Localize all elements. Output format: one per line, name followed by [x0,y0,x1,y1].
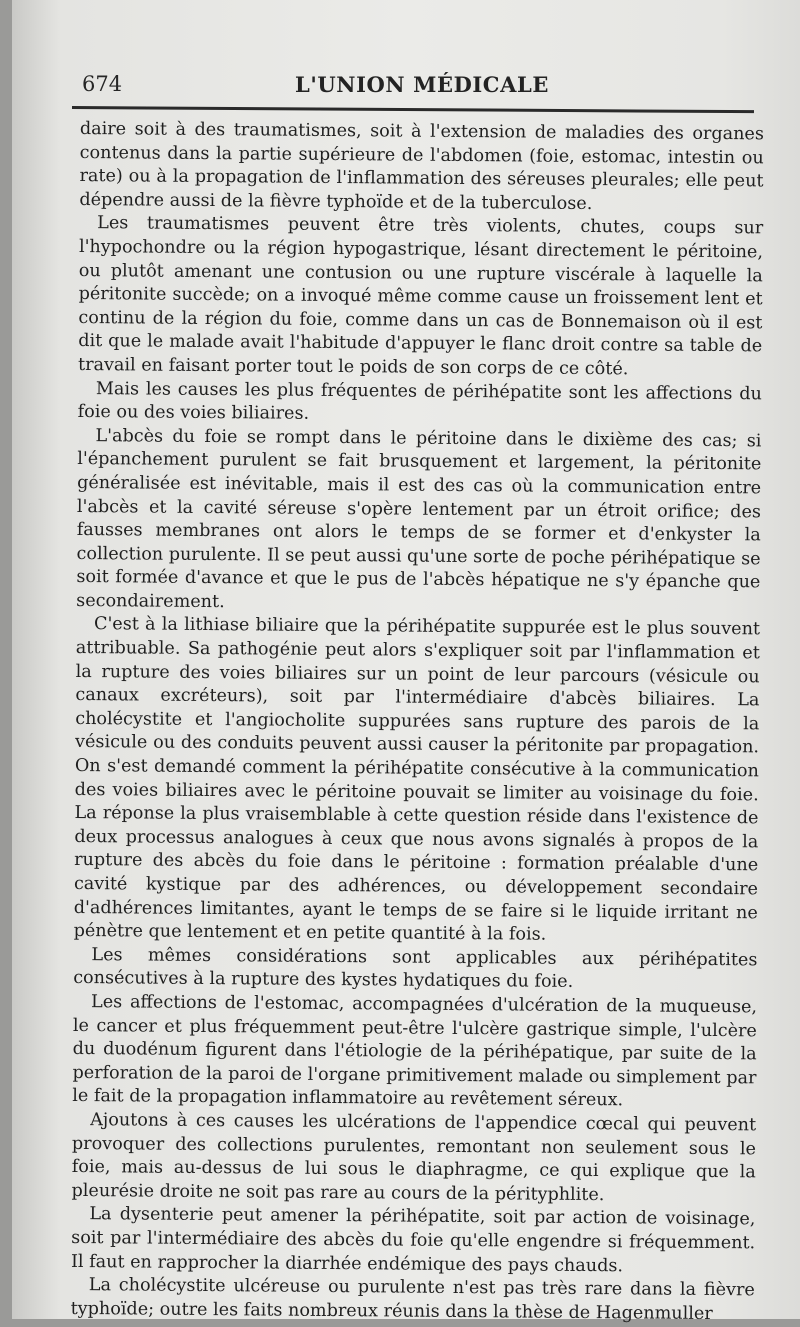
header-rule [72,106,754,113]
scanned-page [12,0,800,1324]
paragraph: La dysenterie peut amener la périhépatite, soit par action de voisinage, soit par l'intermédiaire des abcès du foie qu'elle engendre si fréquemment. Il faut en rapprocher la diarrhée endémique des pays chauds. [70,1204,756,1276]
paragraph: Les affections de l'estomac, accompagnées d'ulcération de la muqueuse, le cancer et plus fréquemment peut-être l'ulcère gastrique simple, l'ulcère du duodénum figurent dans l'étiologie de la périhépatique, par suite de la perforation de la paroi de l'organe primitivement malade ou simplement par le fait de la propagation inflammatoire au revêtement séreux. [72,992,758,1111]
paragraph: Ajoutons à ces causes les ulcérations de l'appendice cœcal qui peuvent provoquer des collections purulentes, remontant non seulement sous le foie, mais au-dessus de lui sous le diaphragme, ce qui explique que la pleurésie droite ne soit pas rare au cours de la pérityphlite. [71,1110,757,1205]
page-number: 674 [82,72,123,96]
paragraph: Les traumatismes peuvent être très violents, chutes, coups sur l'hypochondre ou la région hypogastrique, lésant directement le péritoine, ou plutôt amenant une contusion ou une rupture viscérale à laquelle la péritonite succède; on a invoqué même comme cause un froissement lent et continu de la région du foie, comme dans un cas de Bonnemaison où il est dit que le malade avait l'habitude d'appuyer le flanc droit contre sa table de travail en faisant porter tout le poids de son corps de ce côté. [77,213,764,380]
page-header [82,72,762,100]
paragraph: Les mêmes considérations sont applicables aux périhépatites consécutives à la rupture des kystes hydatiques du foie. [73,944,758,993]
paragraph: Mais les causes les plus fréquentes de périhépatite sont les affections du foie ou des voies biliaires. [77,378,762,424]
paragraph: La cholécystite ulcéreuse ou purulente n'est pas très rare dans la fièvre typhoïde; outre les faits nombreux réunis dans la thèse de Hagenmuller [70,1275,755,1324]
article-body [71,118,764,1327]
running-title: L'UNION MÉDICALE [295,72,549,97]
paragraph: C'est à la lithiase biliaire que la périhépatite suppurée est le plus souvent attribuable. Sa pathogénie peut alors s'expliquer soit par l'inflammation et la rupture des voies biliaires sur un point de leur parcours (vésicule ou canaux excréteurs), soit par l'intermédiaire d'abcès biliaires. La cholécystite et l'angiocholite suppurées sans rupture des parois de la vésicule ou des conduits peuvent aussi causer la péritonite par propagation. On s'est demandé comment la périhépatite consécutive à la communication des voies biliaires avec le péritoine pouvait se limiter au voisinage du foie. La réponse la plus vraisemblable à cette question réside dans l'existence de deux processus analogues à ceux que nous avons signalés à propos de la rupture des abcès du foie dans le péritoine : formation préalable d'une cavité kystique par des adhérences, ou développement secondaire d'adhérences limitantes, ayant le temps de se faire si le liquide irritant ne pénètre que lentement et en petite quantité à la fois. [73,614,761,945]
paragraph: daire soit à des traumatismes, soit à l'extension de maladies des organes contenus dans la partie supérieure de l'abdomen (foie, estomac, intestin ou rate) ou à la propagation de l'inflammation des séreuses pleurales; elle peut dépendre aussi de la fièvre typhoïde et de la tuberculose. [79,118,764,214]
paragraph: L'abcès du foie se rompt dans le péritoine dans le dixième des cas; si l'épanchement purulent se fait brusquement et largement, la péritonite généralisée est inévitable, mais il est des cas où la communication entre l'abcès et la cavité séreuse s'opère lentement par un étroit orifice; des fausses membranes ont alors le temps de se former et d'enkyster la collection purulente. Il se peut aussi qu'une sorte de poche périhépatique se soit formée d'avance et que le pus de l'abcès hépatique ne s'y épanche que secondairement. [76,425,762,613]
